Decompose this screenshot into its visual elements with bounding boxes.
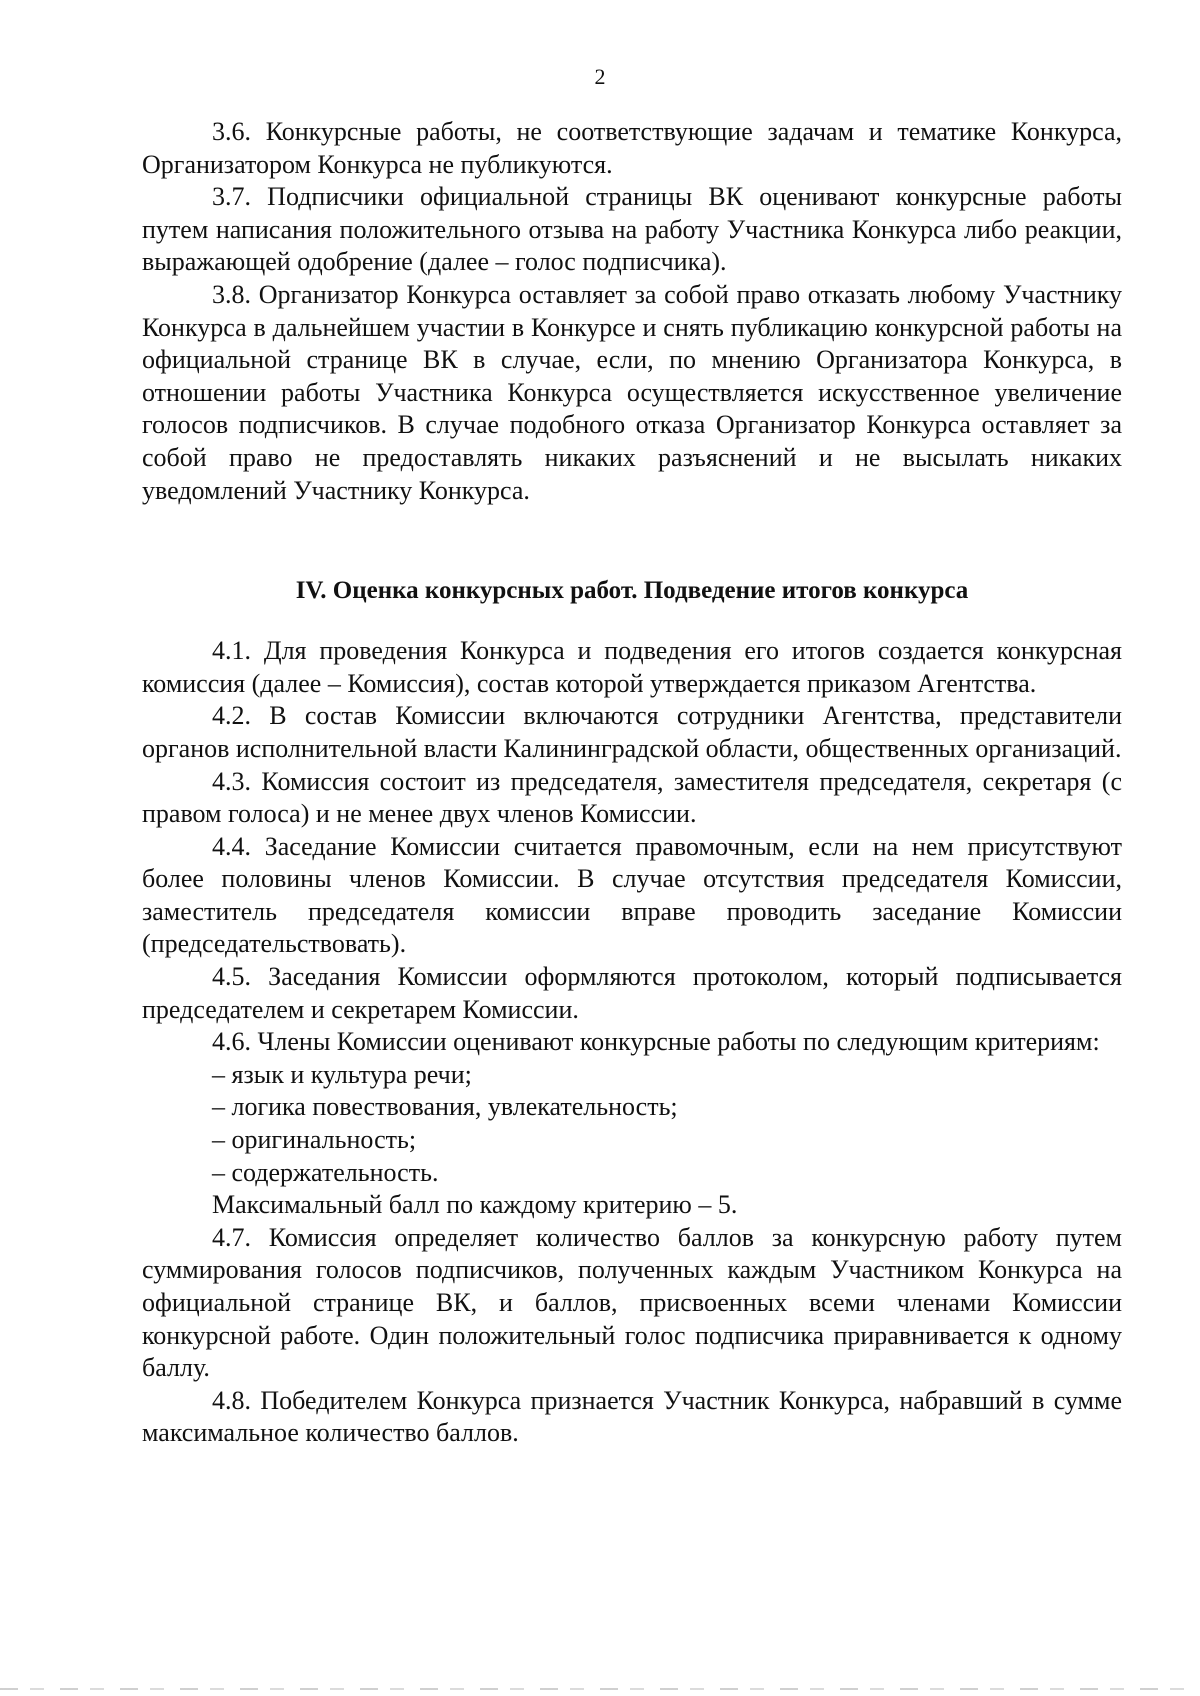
paragraph-4-7: 4.7. Комиссия определяет количество баллов за конкурсную работу путем суммирования голосов подписчиков, полученных каждым Участником Конкурса на официальной странице ВК, и баллов, присвоенных всеми членами Комиссии конкурсной работе. Один положительный голос подписчика приравнивается к одному баллу. (142, 1222, 1122, 1383)
paragraph-4-8: 4.8. Победителем Конкурса признается Участник Конкурса, набравший в сумме максимальное количество баллов. (142, 1385, 1122, 1448)
paragraph-3-7: 3.7. Подписчики официальной страницы ВК оценивают конкурсные работы путем написания положительного отзыва на работу Участника Конкурса либо реакции, выражающей одобрение (далее – голос подписчика). (142, 182, 1122, 277)
max-score-line: Максимальный балл по каждому критерию – 5. (212, 1190, 738, 1220)
document-body (142, 116, 1122, 1450)
section-4-heading: IV. Оценка конкурсных работ. Подведение итогов конкурса (295, 577, 969, 605)
paragraph-4-6: 4.6. Члены Комиссии оценивают конкурсные работы по следующим критериям: (212, 1027, 1100, 1057)
paragraph-4-5: 4.5. Заседания Комиссии оформляются протоколом, который подписывается председателем и секретарем Комиссии. (142, 962, 1122, 1024)
criteria-item: – логика повествования, увлекательность; (212, 1092, 678, 1122)
paragraph-3-6: 3.6. Конкурсные работы, не соответствующие задачам и тематике Конкурса, Организатором Конкурса не публикуются. (142, 117, 1122, 179)
criteria-item: – оригинальность; (212, 1125, 417, 1155)
scan-artifact-line (0, 1688, 1200, 1690)
criteria-item: – содержательность. (212, 1157, 439, 1187)
page-number: 2 (594, 64, 606, 89)
paragraph-4-2: 4.2. В состав Комиссии включаются сотрудники Агентства, представители органов исполнительной власти Калининградской области, общественных организаций. (142, 701, 1122, 763)
paragraph-4-1: 4.1. Для проведения Конкурса и подведения его итогов создается конкурсная комиссия (далее – Комиссия), состав которой утверждается приказом Агентства. (142, 636, 1122, 698)
paragraph-3-8: 3.8. Организатор Конкурса оставляет за собой право отказать любому Участнику Конкурса в дальнейшем участии в Конкурсе и снять публикацию конкурсной работы на официальной странице ВК в случае, если, по мнению Организатора Конкурса, в отношении работы Участника Конкурса осуществляется искусственное увеличение голосов подписчиков. В случае подобного отказа Организатор Конкурса оставляет за собой право не предоставлять никаких разъяснений и не высылать никаких уведомлений Участнику Конкурса. (142, 279, 1122, 505)
criteria-item: – язык и культура речи; (212, 1059, 472, 1089)
criteria-list (142, 1059, 1122, 1189)
paragraph-4-4: 4.4. Заседание Комиссии считается правомочным, если на нем присутствуют более половины членов Комиссии. В случае отсутствия председателя Комиссии, заместитель председателя комиссии вправе проводить заседание Комиссии (председательствовать). (142, 831, 1122, 959)
paragraph-4-3: 4.3. Комиссия состоит из председателя, заместителя председателя, секретаря (с правом голоса) и не менее двух членов Комиссии. (142, 766, 1122, 829)
